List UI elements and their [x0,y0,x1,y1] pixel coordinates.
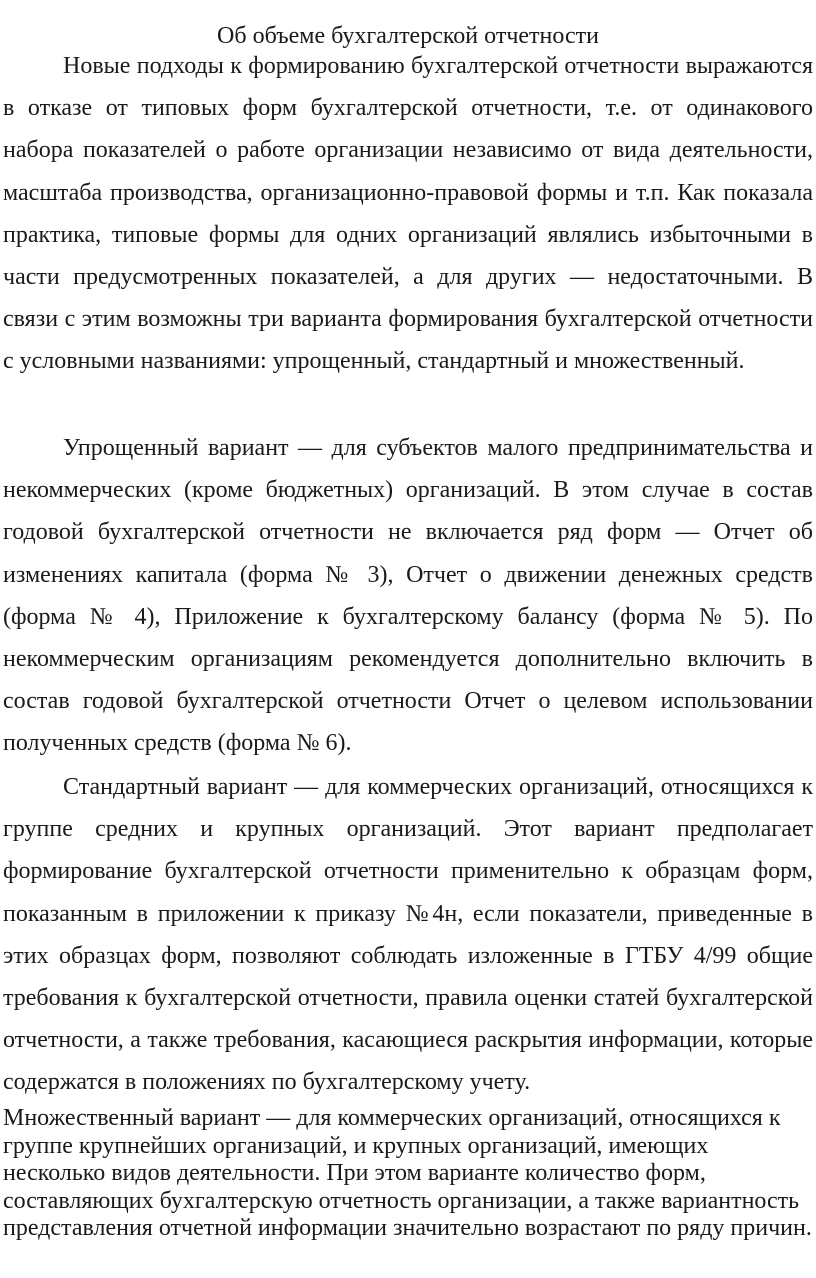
document-title: Об объеме бухгалтерской отчетности [217,23,599,49]
paragraph-new-approaches: Новые подходы к формированию бухгалтерской отчетности выражаются в отказе от типовых форм бухгалтерской отчетности, т.е. от одинакового набора показателей о работе организации независимо от вида деятельности, масштаба производства, организационно-правовой формы и т.п. Как показала практика, типовые формы для одних организаций являлись избыточными в части предусмотренных показателей, а для других — недостаточными. В связи с этим возможны три варианта формирования бухгалтерской отчетности с условными названиями: упрощенный, стандартный и множественный. [3,53,813,375]
paragraph-multiple-variant: Множественный вариант — для коммерческих организаций, относящихся к группе крупнейших организаций, и крупных организаций, имеющих несколько видов деятельности. При этом варианте количество форм, составляющих бухгалтерскую отчетность организации, а также вариантность представления отчетной информации значительно возрастают по ряду причин. [3,1105,812,1241]
paragraph-standard-variant: Стандартный вариант — для коммерческих организаций, относящихся к группе средних и крупных организаций. Этот вариант предполагает формирование бухгалтерской отчетности применительно к образцам форм, показанным в приложении к приказу №4н, если показатели, приведенные в этих образцах форм, позволяют соблюдать изложенные в ГТБУ 4/99 общие требования к бухгалтерской отчетности, правила оценки статей бухгалтерской отчетности, а также требования, касающиеся раскрытия информации, которые содержатся в положениях по бухгалтерскому учету. [3,774,813,1096]
paragraph-simplified-variant: Упрощенный вариант — для субъектов малого предпринимательства и некоммерческих (кроме бюджетных) организаций. В этом случае в состав годовой бухгалтерской отчетности не включается ряд форм — Отчет об изменениях капитала (форма № 3), Отчет о движении денежных средств (форма № 4), Приложение к бухгалтерскому балансу (форма № 5). По некоммерческим организациям рекомендуется дополнительно включить в состав годовой бухгалтерской отчетности Отчет о целевом использовании полученных средств (форма № 6). [3,435,813,757]
